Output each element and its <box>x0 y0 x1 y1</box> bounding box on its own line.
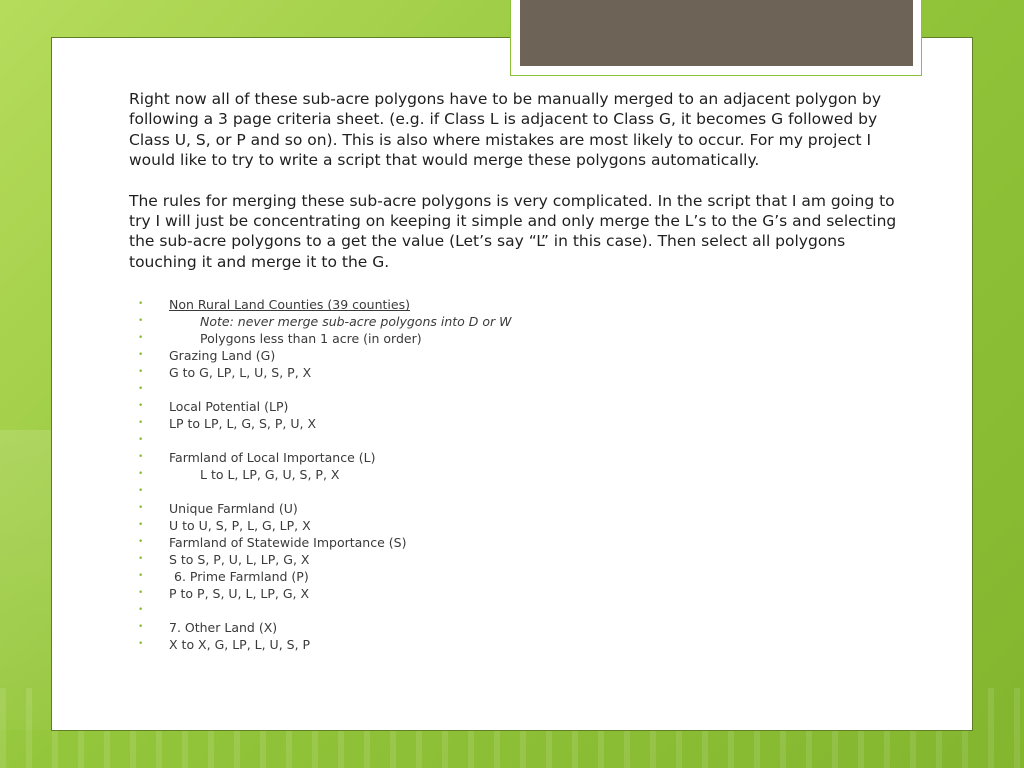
list-item-text: Farmland of Statewide Importance (S) <box>169 535 407 551</box>
list-item <box>169 636 909 653</box>
list-item <box>169 534 909 551</box>
list-item <box>169 381 909 398</box>
list-item-text: G to G, LP, L, U, S, P, X <box>169 365 312 381</box>
list-item <box>169 347 909 364</box>
list-item <box>169 364 909 381</box>
list-item-text: U to U, S, P, L, G, LP, X <box>169 518 311 534</box>
slide-body <box>129 89 909 653</box>
list-item-text: Note: never merge sub-acre polygons into D or W <box>200 314 512 330</box>
list-item <box>169 585 909 602</box>
list-item-text: Farmland of Local Importance (L) <box>169 450 376 466</box>
list-item[interactable] <box>169 296 909 313</box>
list-item-text: 7. Other Land (X) <box>169 620 278 636</box>
list-item <box>169 619 909 636</box>
list-item <box>169 398 909 415</box>
list-item-text: 6. Prime Farmland (P) <box>174 569 309 585</box>
list-item-text: Grazing Land (G) <box>169 348 276 364</box>
intro-paragraph: Right now all of these sub-acre polygons have to be manually merged to an adjacent polygon by following a 3 page criteria sheet. (e.g. if Class L is adjacent to Class G, it becomes G followed by Class U, S, or P and so on). This is also where mistakes are most likely to occur. For my project I would like to try to write a script that would merge these polygons automatically. <box>129 90 882 170</box>
merge-order-list <box>129 296 909 653</box>
list-item <box>169 415 909 432</box>
list-item-text[interactable]: Non Rural Land Counties (39 counties) <box>169 297 410 313</box>
list-item <box>169 602 909 619</box>
list-item <box>169 551 909 568</box>
title-placeholder <box>520 0 913 66</box>
list-item <box>169 568 909 585</box>
list-item <box>169 330 909 347</box>
list-item <box>169 517 909 534</box>
rules-paragraph: The rules for merging these sub-acre polygons is very complicated. In the script that I am going to try I will just be concentrating on keeping it simple and only merge the L’s to the G’s and selecting the sub-acre polygons to a get the value (Let’s say “L” in this case). Then select all polygons touching it and merge it to the G. <box>129 191 897 271</box>
list-item-text: LP to LP, L, G, S, P, U, X <box>169 416 317 432</box>
list-item <box>169 500 909 517</box>
list-item <box>169 466 909 483</box>
list-item <box>169 483 909 500</box>
list-item-text: P to P, S, U, L, LP, G, X <box>169 586 310 602</box>
list-item-text: S to S, P, U, L, LP, G, X <box>169 552 310 568</box>
list-item-text: Unique Farmland (U) <box>169 501 298 517</box>
list-item <box>169 432 909 449</box>
list-item <box>169 449 909 466</box>
list-item <box>169 313 909 330</box>
list-item-text: Polygons less than 1 acre (in order) <box>200 331 422 347</box>
list-item-text: X to X, G, LP, L, U, S, P <box>169 637 311 653</box>
list-item-text: Local Potential (LP) <box>169 399 289 415</box>
list-item-text: L to L, LP, G, U, S, P, X <box>200 467 340 483</box>
